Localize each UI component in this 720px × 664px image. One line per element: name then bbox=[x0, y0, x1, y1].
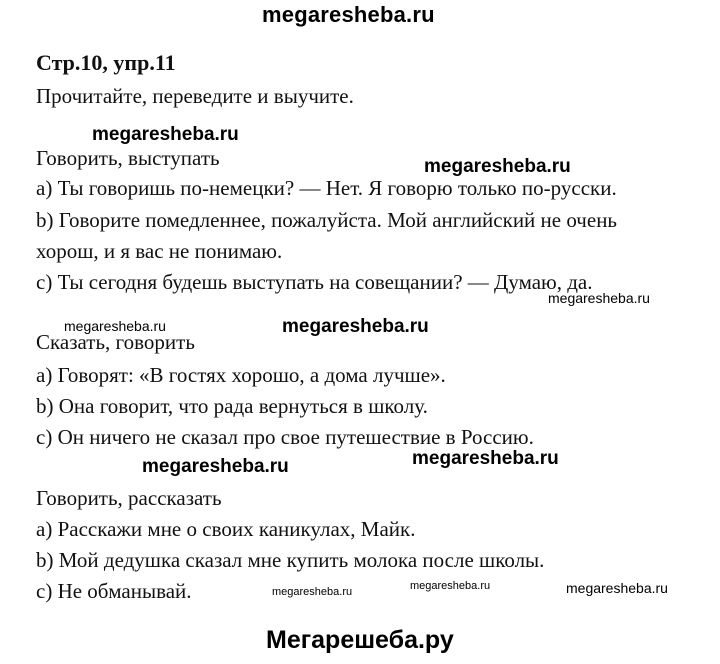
site-watermark: megaresheba.ru bbox=[548, 290, 650, 306]
section-line: c) Не обманывай. bbox=[36, 579, 192, 603]
site-watermark: megaresheba.ru bbox=[64, 318, 166, 334]
site-watermark: megaresheba.ru bbox=[92, 124, 239, 145]
section-line: a) Говорят: «В гостях хорошо, а дома лучше». bbox=[36, 363, 446, 387]
site-watermark-banner: megaresheba.ru bbox=[262, 2, 435, 27]
section-line: c) Ты сегодня будешь выступать на совещании? — Думаю, да. bbox=[36, 270, 593, 294]
site-watermark: megaresheba.ru bbox=[566, 580, 668, 596]
section-title: Сказать, говорить bbox=[36, 330, 195, 354]
section-line: b) Говорите помедленнее, пожалуйста. Мой английский не очень bbox=[36, 208, 618, 232]
site-watermark: megaresheba.ru bbox=[410, 580, 491, 592]
section-line: хорош, и я вас не понимаю. bbox=[36, 239, 283, 263]
section-line: a) Расскажи мне о своих каникулах, Майк. bbox=[36, 517, 416, 541]
section-line: c) Он ничего не сказал про свое путешествие в Россию. bbox=[36, 425, 534, 449]
exercise-heading: Стр.10, упр.11 bbox=[36, 50, 176, 75]
exercise-instruction: Прочитайте, переведите и выучите. bbox=[36, 84, 354, 108]
site-watermark: megaresheba.ru bbox=[282, 316, 429, 337]
section-title: Говорить, выступать bbox=[36, 146, 220, 170]
site-watermark: megaresheba.ru bbox=[424, 156, 571, 177]
section-line: a) Ты говоришь по-немецки? — Нет. Я говорю только по-русски. bbox=[36, 176, 617, 200]
section-line: b) Мой дедушка сказал мне купить молока после школы. bbox=[36, 548, 545, 572]
section-title: Говорить, рассказать bbox=[36, 486, 222, 510]
site-watermark: megaresheba.ru bbox=[272, 586, 353, 598]
site-watermark: megaresheba.ru bbox=[412, 448, 559, 469]
footer-brand: Мегарешеба.ру bbox=[266, 626, 454, 654]
site-watermark: megaresheba.ru bbox=[142, 456, 289, 477]
section-line: b) Она говорит, что рада вернуться в школу. bbox=[36, 394, 428, 418]
